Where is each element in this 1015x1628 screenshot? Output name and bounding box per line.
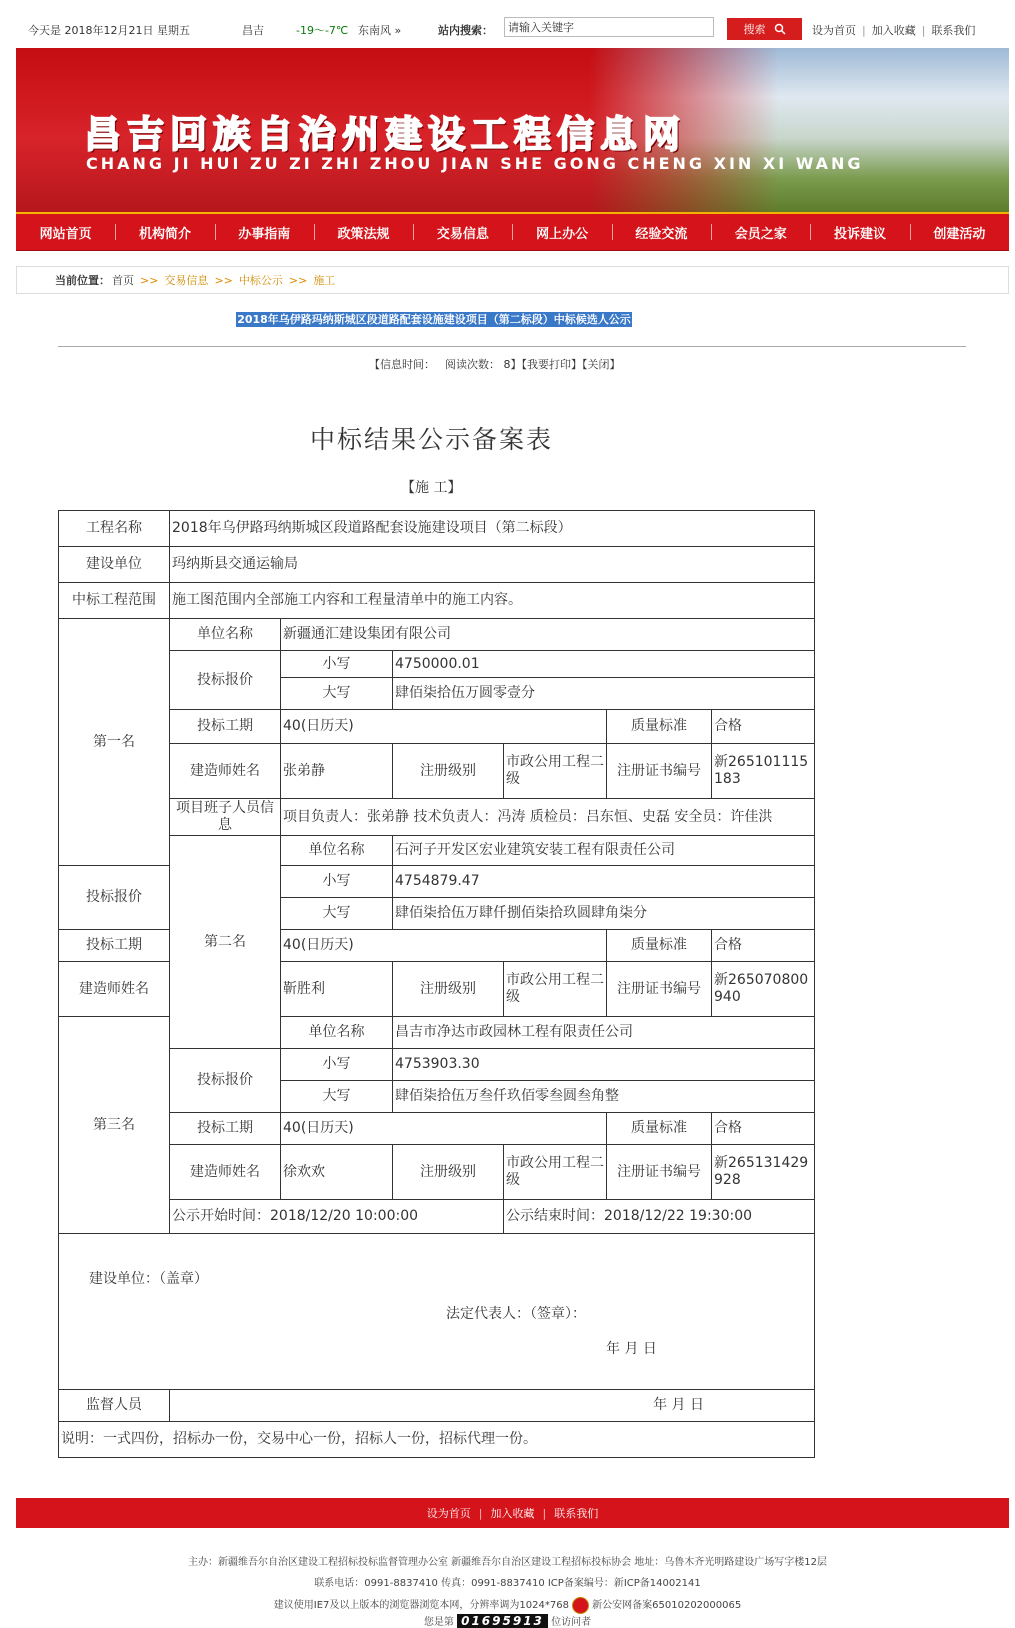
- site-title: 昌吉回族自治州建设工程信息网: [84, 112, 686, 156]
- quality-label: 质量标准: [607, 710, 712, 744]
- record-table: [58, 510, 815, 1458]
- candidate-2-unit: 石河子开发区宏业建筑安装工程有限责任公司: [393, 836, 815, 866]
- candidate-2-lower: 4754879.47: [393, 866, 815, 898]
- nav-guide[interactable]: 办事指南: [215, 214, 314, 250]
- supervisor-date: 年 月 日: [170, 1390, 815, 1422]
- candidate-3-lower: 4753903.30: [393, 1049, 815, 1081]
- nav-experience[interactable]: 经验交流: [612, 214, 711, 250]
- candidate-3-rank: 第三名: [59, 1017, 170, 1234]
- meta-time: 【信息时间：: [369, 358, 435, 371]
- nav-policy[interactable]: 政策法规: [314, 214, 413, 250]
- candidate-3-unit: 昌吉市净达市政园林工程有限责任公司: [393, 1017, 815, 1049]
- set-homepage-link[interactable]: 设为首页: [812, 24, 856, 37]
- unit-label: 单位名称: [170, 619, 281, 651]
- bid-price-label: 投标报价: [59, 866, 170, 930]
- unit-label: 单位名称: [281, 836, 393, 866]
- article-meta: [369, 356, 621, 372]
- bid-price-label: 投标报价: [170, 1049, 281, 1113]
- add-favorite-link[interactable]: 加入收藏: [871, 24, 916, 37]
- unit-label: 单位名称: [281, 1017, 393, 1049]
- bid-price-label: 投标报价: [170, 651, 281, 710]
- footer-add-favorite[interactable]: 加入收藏: [490, 1507, 535, 1520]
- main-nav: [16, 212, 1009, 251]
- meta-reads: 阅读次数： 8】: [445, 358, 522, 371]
- candidate-2-quality: 合格: [712, 930, 815, 962]
- period-label: 投标工期: [59, 930, 170, 962]
- scope-label: 中标工程范围: [59, 583, 170, 619]
- lower-label: 小写: [281, 866, 393, 898]
- weather-wind[interactable]: 东南风 »: [358, 24, 402, 37]
- footer-contact-info: 联系电话：0991-8837410 传真：0991-8837410 ICP备案编号：新ICP备14002141: [314, 1578, 701, 1589]
- candidate-1-rank: 第一名: [59, 619, 170, 866]
- breadcrumb-home[interactable]: 首页: [112, 274, 134, 287]
- search-input[interactable]: [504, 17, 714, 37]
- owner-label: 建设单位: [59, 547, 170, 583]
- candidate-3-quality: 合格: [712, 1113, 815, 1145]
- upper-label: 大写: [281, 678, 393, 710]
- top-links: 设为首页 | 加入收藏 | 联系我们: [812, 24, 976, 37]
- candidate-1-level: 市政公用工程二级: [504, 744, 607, 799]
- cert-label: 注册证书编号: [607, 962, 712, 1017]
- breadcrumb-winning[interactable]: 中标公示: [238, 274, 283, 287]
- footer-contact[interactable]: 联系我们: [554, 1507, 599, 1520]
- quality-label: 质量标准: [607, 1113, 712, 1145]
- candidate-2-level: 市政公用工程二级: [504, 962, 607, 1017]
- project-name-label: 工程名称: [59, 511, 170, 547]
- article-title-text: 2018年乌伊路玛纳斯城区段道路配套设施建设项目（第二标段）中标候选人公示: [237, 313, 631, 326]
- supervisor-label: 监督人员: [59, 1390, 170, 1422]
- candidate-2-upper: 肆佰柒拾伍万肆仟捌佰柒拾玖圆肆角柒分: [393, 898, 815, 930]
- police-badge-icon: [572, 1597, 589, 1614]
- candidate-1-team: 项目负责人：张弟静 技术负责人：冯涛 质检员：吕东恒、史磊 安全员：许佳洪: [281, 799, 815, 836]
- signature-date: 年 月 日: [606, 1341, 657, 1357]
- candidate-3-cert: 新265131429928: [712, 1145, 815, 1200]
- footer-set-homepage[interactable]: 设为首页: [426, 1507, 471, 1520]
- breadcrumb-construction[interactable]: 施工: [313, 274, 336, 287]
- candidate-1-builder: 张弟静: [281, 744, 393, 799]
- candidate-2-rank: 第二名: [170, 836, 281, 1049]
- nav-activities[interactable]: 创建活动: [910, 214, 1009, 250]
- top-bar: [0, 0, 1015, 46]
- legal-rep: 法定代表人：（签章）：: [446, 1306, 586, 1322]
- reg-level-label: 注册级别: [393, 962, 504, 1017]
- owner-seal: 建设单位：（盖章）: [89, 1271, 208, 1287]
- footer-bar: 设为首页 | 加入收藏 | 联系我们: [16, 1498, 1009, 1528]
- builder-label: 建造师姓名: [59, 962, 170, 1017]
- candidate-3-period: 40(日历天): [281, 1113, 607, 1145]
- doc-title: 中标结果公示备案表: [310, 425, 554, 454]
- candidate-1-cert: 新265101115183: [712, 744, 815, 799]
- nav-members[interactable]: 会员之家: [711, 214, 810, 250]
- project-name: 2018年乌伊路玛纳斯城区段道路配套设施建设项目（第二标段）: [170, 511, 815, 547]
- reg-level-label: 注册级别: [393, 744, 504, 799]
- search-icon: [774, 23, 786, 35]
- date-text: 今天是 2018年12月21日 星期五: [28, 24, 190, 37]
- builder-label: 建造师姓名: [170, 1145, 281, 1200]
- breadcrumb-sep: >>: [288, 273, 308, 287]
- nav-home[interactable]: 网站首页: [39, 226, 92, 242]
- candidate-1-quality: 合格: [712, 710, 815, 744]
- footer-police[interactable]: 新公安网备案65010202000065: [592, 1600, 742, 1611]
- candidate-1-unit: 新疆通汇建设集团有限公司: [281, 619, 815, 651]
- candidate-3-level: 市政公用工程二级: [504, 1145, 607, 1200]
- period-label: 投标工期: [170, 1113, 281, 1145]
- breadcrumb-label: 当前位置：: [55, 274, 110, 287]
- cert-label: 注册证书编号: [607, 744, 712, 799]
- visitor-suffix: 位访问者: [551, 1617, 592, 1628]
- publicity-start: 公示开始时间：2018/12/20 10:00:00: [170, 1200, 504, 1234]
- weather-temp: -19～-7℃: [296, 24, 349, 37]
- site-title-pinyin: CHANG JI HUI ZU ZI ZHI ZHOU JIAN SHE GONG CHENG XIN XI WANG: [86, 154, 864, 173]
- footer-browser-line: [0, 1596, 1015, 1614]
- lower-label: 小写: [281, 651, 393, 678]
- period-label: 投标工期: [170, 710, 281, 744]
- candidate-2-period: 40(日历天): [281, 930, 607, 962]
- scope: 施工图范围内全部施工内容和工程量清单中的施工内容。: [170, 583, 815, 619]
- breadcrumb-sep: >>: [214, 273, 233, 287]
- contact-link[interactable]: 联系我们: [931, 24, 976, 37]
- lower-label: 小写: [281, 1049, 393, 1081]
- search-button-label: 搜索: [743, 23, 766, 36]
- candidate-3-builder: 徐欢欢: [281, 1145, 393, 1200]
- upper-label: 大写: [281, 1081, 393, 1113]
- print-link[interactable]: 【我要打印】: [521, 358, 582, 371]
- candidate-1-period: 40(日历天): [281, 710, 607, 744]
- doc-subtitle: 【施 工】: [401, 480, 462, 496]
- visitor-counter: 01695913: [457, 1614, 548, 1628]
- search-button[interactable]: [727, 18, 802, 40]
- quality-label: 质量标准: [607, 930, 712, 962]
- signature-cell: [59, 1234, 815, 1390]
- builder-label: 建造师姓名: [170, 744, 281, 799]
- visitor-prefix: 您是第: [423, 1617, 454, 1628]
- candidate-2-cert: 新265070800940: [712, 962, 815, 1017]
- candidate-1-upper: 肆佰柒拾伍万圆零壹分: [393, 678, 815, 710]
- upper-label: 大写: [281, 898, 393, 930]
- publicity-end: 公示结束时间：2018/12/22 19:30:00: [504, 1200, 815, 1234]
- team-label: 项目班子人员信息: [170, 799, 281, 836]
- cert-label: 注册证书编号: [607, 1145, 712, 1200]
- footer-sponsor: 主办：新疆维吾尔自治区建设工程招标投标监督管理办公室 新疆维吾尔自治区建设工程招标投标协会 地址：乌鲁木齐光明路建设广场写字楼12层: [187, 1557, 828, 1568]
- owner: 玛纳斯县交通运输局: [170, 547, 815, 583]
- note: 说明：一式四份，招标办一份，交易中心一份，招标人一份，招标代理一份。: [59, 1422, 815, 1458]
- breadcrumb-sep: >>: [140, 273, 159, 287]
- site-banner: [16, 48, 1009, 212]
- footer-browser: 建议使用IE7及以上版本的浏览器浏览本网，分辨率调为1024*768: [273, 1600, 569, 1611]
- candidate-3-upper: 肆佰柒拾伍万叁仟玖佰零叁圆叁角整: [393, 1081, 815, 1113]
- title-divider: [58, 346, 966, 347]
- close-link[interactable]: 【关闭】: [582, 358, 621, 371]
- candidate-2-builder: 靳胜利: [281, 962, 393, 1017]
- article-title: [0, 311, 868, 327]
- nav-complaint[interactable]: 投诉建议: [810, 214, 909, 250]
- breadcrumb: [16, 266, 1009, 294]
- candidate-1-lower: 4750000.01: [393, 651, 815, 678]
- nav-trade[interactable]: 交易信息: [413, 214, 512, 250]
- weather-city: 昌吉: [242, 24, 264, 37]
- nav-about[interactable]: 机构简介: [115, 214, 214, 250]
- breadcrumb-trade[interactable]: 交易信息: [164, 274, 209, 287]
- search-label: 站内搜索：: [438, 24, 493, 37]
- nav-office[interactable]: 网上办公: [512, 214, 611, 250]
- reg-level-label: 注册级别: [393, 1145, 504, 1200]
